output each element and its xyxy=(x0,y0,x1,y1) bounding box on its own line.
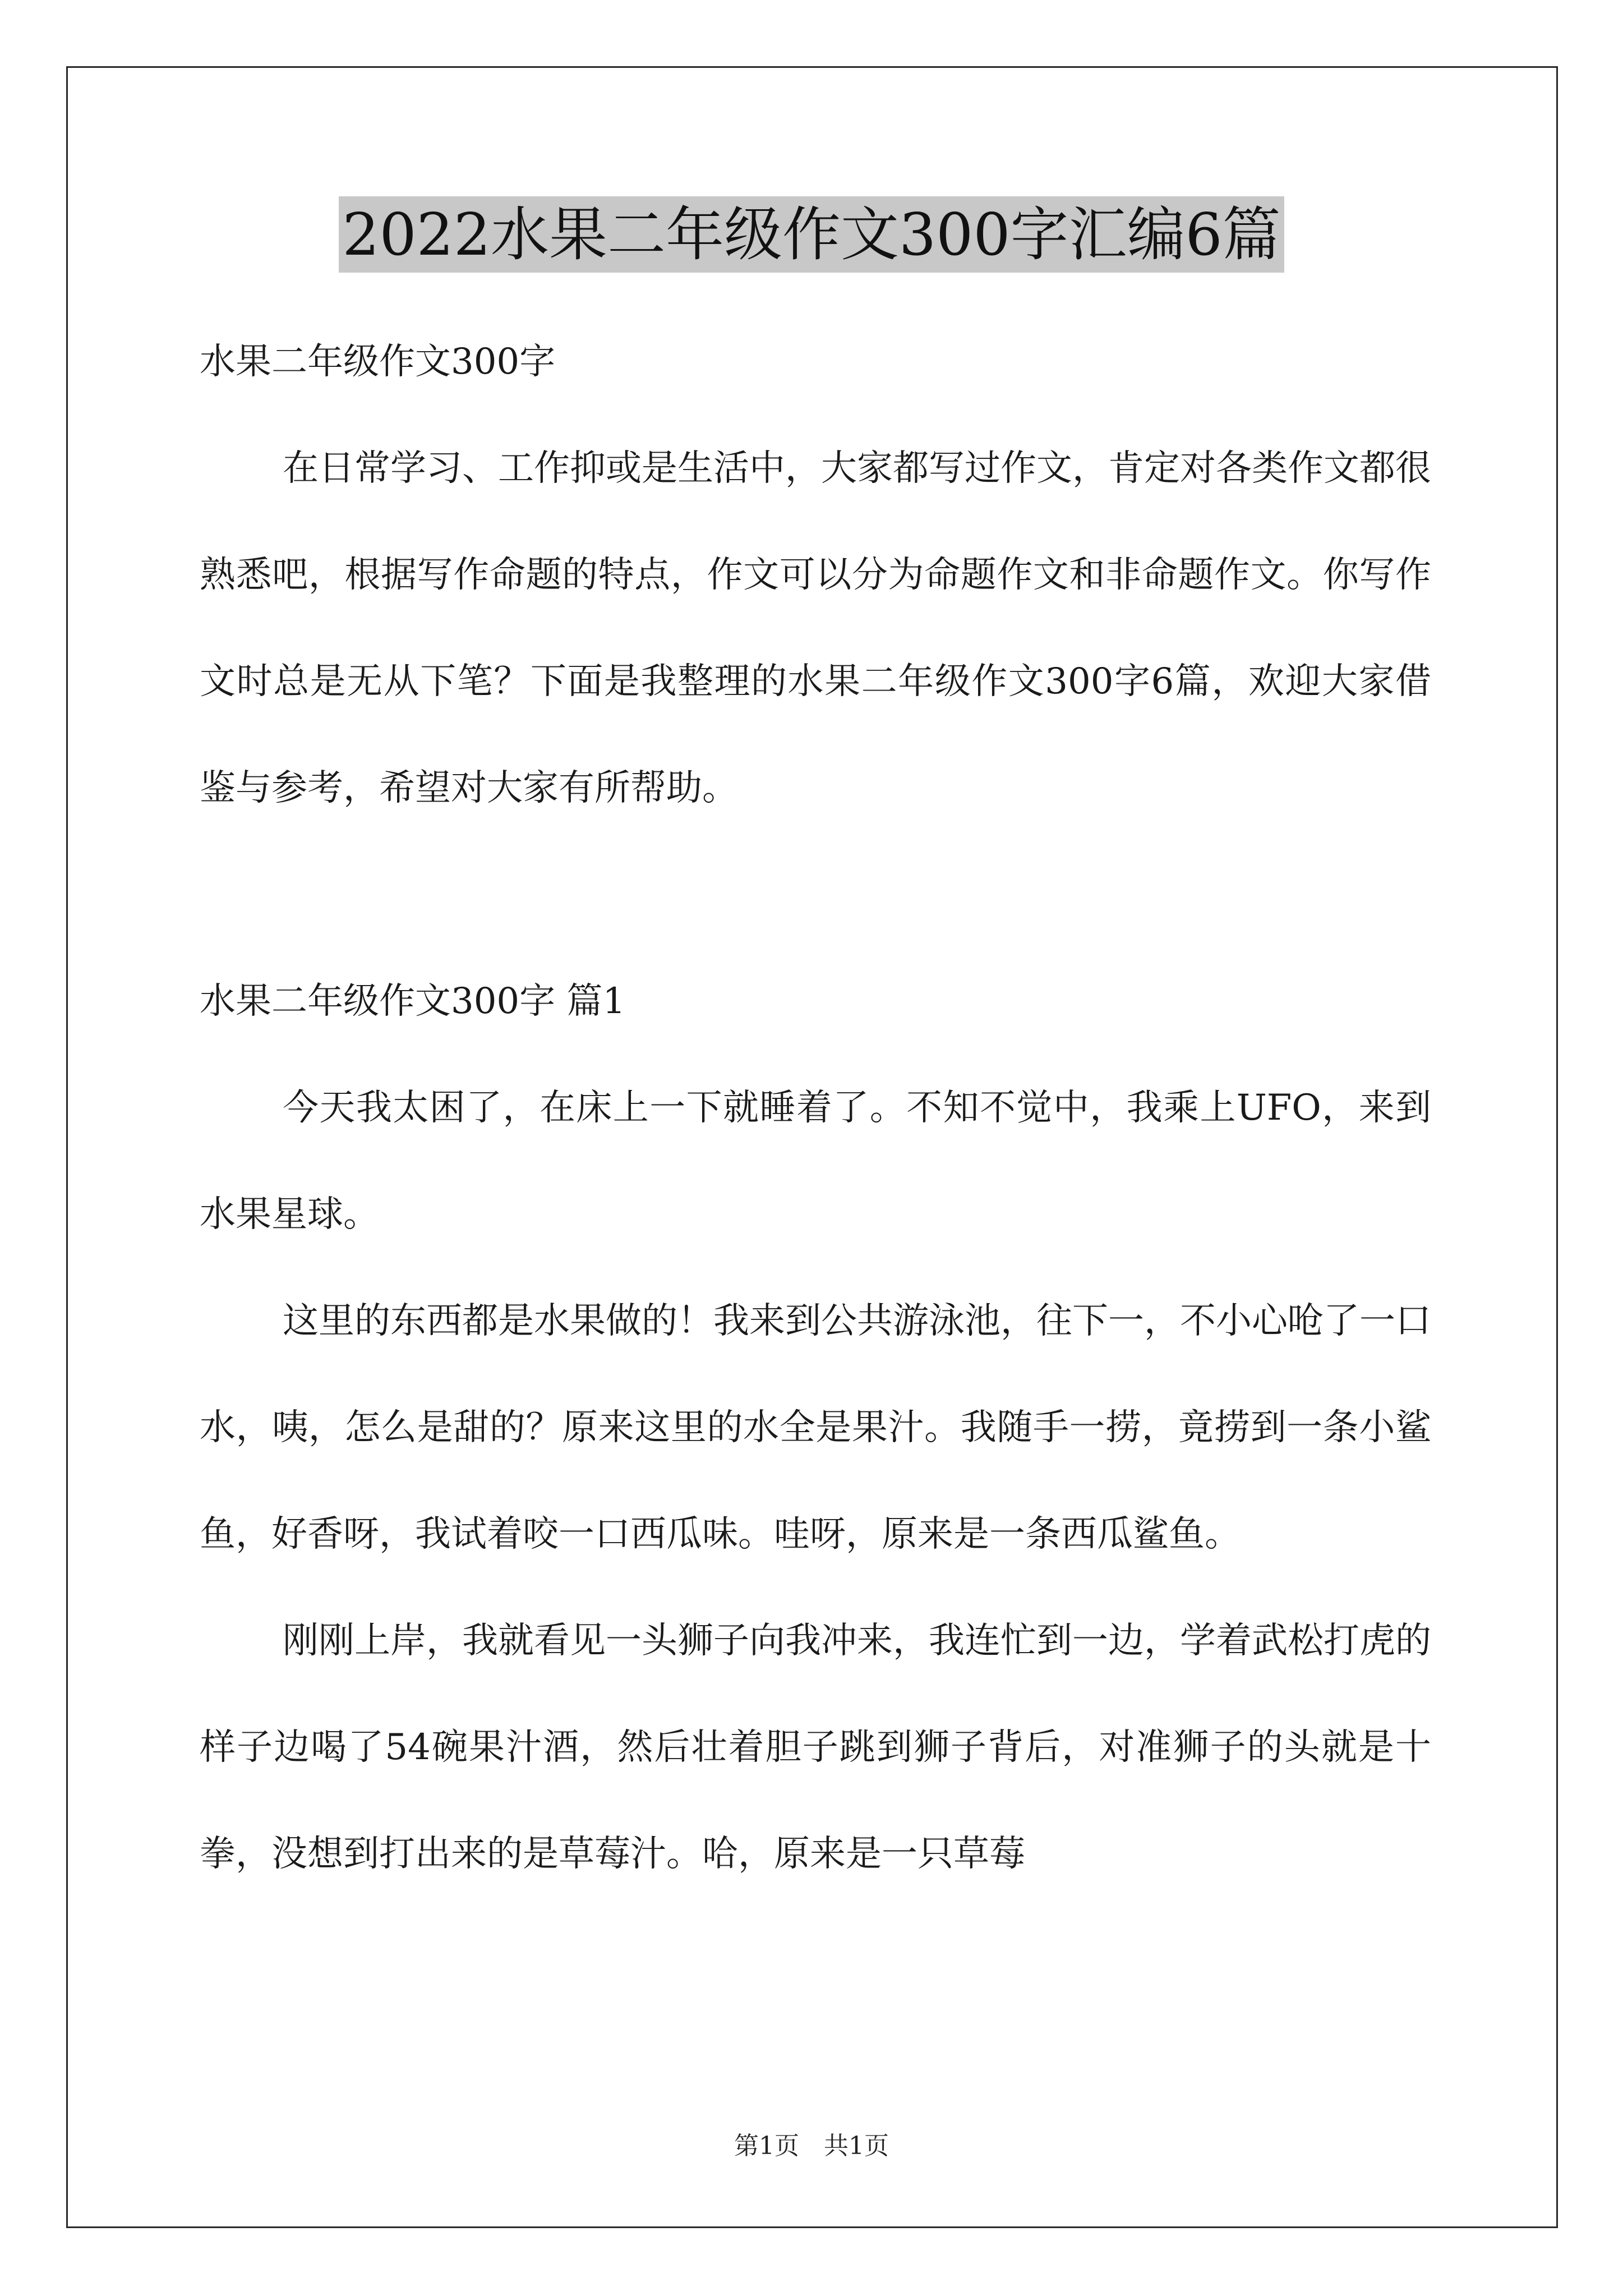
document-title: 2022水果二年级作文300字汇编6篇 xyxy=(339,196,1284,273)
section-gap xyxy=(200,841,1431,948)
article-1-paragraph-1: 今天我太困了，在床上一下就睡着了。不知不觉中，我乘上UFO，来到水果星球。 xyxy=(200,1087,1431,1235)
page-footer xyxy=(0,2129,1623,2163)
article-1-heading: 水果二年级作文300字 篇1 xyxy=(200,981,626,1022)
article-1-paragraph-3: 刚刚上岸，我就看见一头狮子向我冲来，我连忙到一边，学着武松打虎的样子边喝了54碗果汁酒，然后壮着胆子跳到狮子背后，对准狮子的头就是十拳，没想到打出来的是草莓汁。哈，原来是一只草莓 xyxy=(200,1620,1431,1875)
document-body xyxy=(200,309,1431,1907)
article-1-paragraph-2: 这里的东西都是水果做的！我来到公共游泳池，往下一，不小心呛了一口水，咦，怎么是甜的？原来这里的水全是果汁。我随手一捞，竟捞到一条小鲨鱼，好香呀，我试着咬一口西瓜味。哇呀，原来是一条西瓜鲨鱼。 xyxy=(200,1300,1431,1555)
page-number: 第1页 xyxy=(734,2132,799,2160)
page-total: 共1页 xyxy=(824,2132,889,2160)
intro-heading: 水果二年级作文300字 xyxy=(200,341,556,383)
intro-paragraph: 在日常学习、工作抑或是生活中，大家都写过作文，肯定对各类作文都很熟悉吧，根据写作命题的特点，作文可以分为命题作文和非命题作文。你写作文时总是无从下笔？下面是我整理的水果二年级作文300字6篇，欢迎大家借鉴与参考，希望对大家有所帮助。 xyxy=(200,448,1431,809)
title-container xyxy=(0,196,1623,273)
